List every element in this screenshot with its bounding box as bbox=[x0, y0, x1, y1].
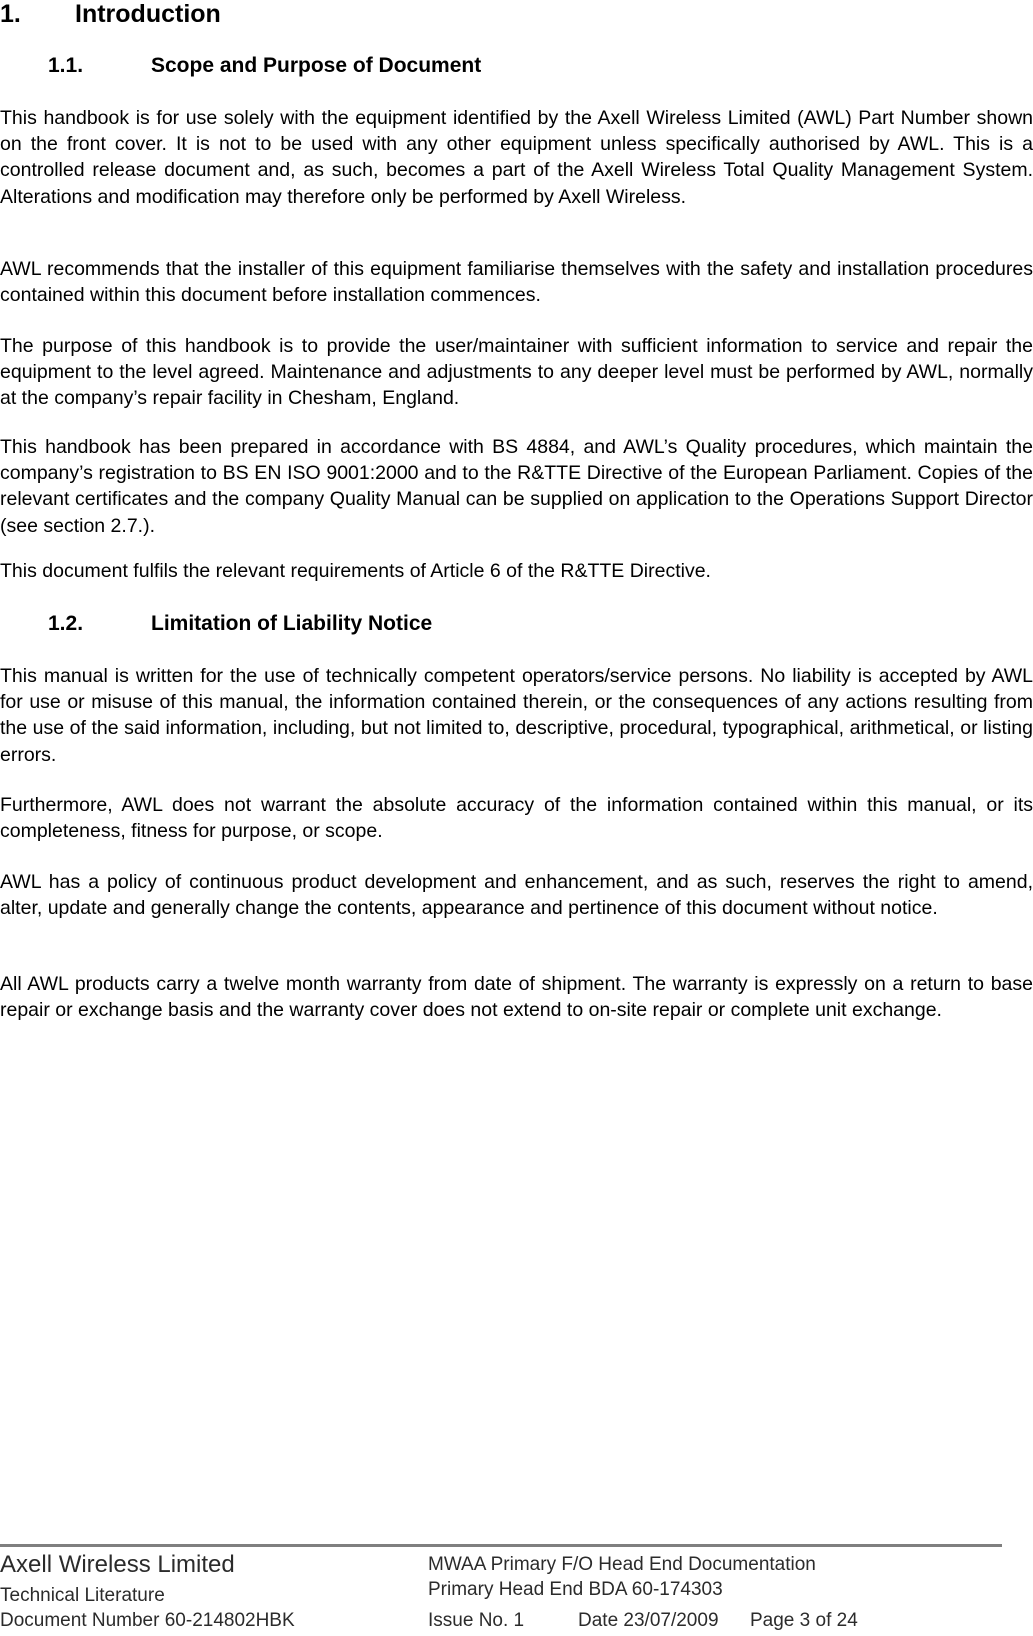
paragraph-liability-4: All AWL products carry a twelve month warranty from date of shipment. The warranty is expressly on a return to base repair or exchange basis and the warranty cover does not extend to on-site repair or complete unit exchange. bbox=[0, 973, 1033, 1022]
footer-title-line-1: MWAA Primary F/O Head End Documentation bbox=[428, 1554, 816, 1575]
paragraph-liability-1: This manual is written for the use of technically competent operators/service persons. No liability is accepted by AWL for use or misuse of this manual, the information contained therein, or the consequences of any actions resulting from the use of the said information, including, but not limited to, descriptive, procedural, typographical, arithmetical, or listing errors. bbox=[0, 665, 1033, 766]
footer-company-name: Axell Wireless Limited bbox=[0, 1551, 235, 1578]
section-title: Introduction bbox=[75, 0, 221, 28]
section-number: 1. bbox=[0, 0, 21, 28]
paragraph-liability-2: Furthermore, AWL does not warrant the absolute accuracy of the information contained within this manual, or its completeness, fitness for purpose, or scope. bbox=[0, 794, 1033, 843]
subsection-heading-scope bbox=[48, 53, 481, 79]
footer-title-line-2: Primary Head End BDA 60-174303 bbox=[428, 1579, 723, 1600]
footer-department: Technical Literature bbox=[0, 1585, 165, 1606]
paragraph-scope-5: This document fulfils the relevant requirements of Article 6 of the R&TTE Directive. bbox=[0, 560, 711, 582]
paragraph-scope-2: AWL recommends that the installer of this equipment familiarise themselves with the safety and installation procedures contained within this document before installation commences. bbox=[0, 258, 1033, 307]
subsection-heading-liability bbox=[48, 611, 432, 637]
paragraph-scope-1: This handbook is for use solely with the equipment identified by the Axell Wireless Limited (AWL) Part Number shown on the front cover. It is not to be used with any other equipment unless specifically authorised by AWL. This is a controlled release document and, as such, becomes a part of the Axell Wireless Total Quality Management System. Alterations and modification may therefore only be performed by Axell Wireless. bbox=[0, 107, 1033, 208]
subsection-title: Scope and Purpose of Document bbox=[151, 54, 482, 77]
subsection-number: 1.2. bbox=[48, 612, 84, 635]
footer-divider bbox=[0, 1544, 1002, 1547]
footer-document-number: Document Number 60-214802HBK bbox=[0, 1610, 295, 1631]
footer-page-number: Page 3 of 24 bbox=[750, 1610, 858, 1631]
footer-date: Date 23/07/2009 bbox=[578, 1610, 719, 1631]
subsection-number: 1.1. bbox=[48, 54, 84, 77]
paragraph-scope-3: The purpose of this handbook is to provide the user/maintainer with sufficient information to service and repair the equipment to the level agreed. Maintenance and adjustments to any deeper level must be performed by AWL, normally at the company’s repair facility in Chesham, England. bbox=[0, 335, 1033, 410]
subsection-title: Limitation of Liability Notice bbox=[151, 612, 433, 635]
paragraph-liability-3: AWL has a policy of continuous product development and enhancement, and as such, reserves the right to amend, alter, update and generally change the contents, appearance and pertinence of this document without notice. bbox=[0, 871, 1033, 920]
paragraph-scope-4: This handbook has been prepared in accordance with BS 4884, and AWL’s Quality procedures, which maintain the company’s registration to BS EN ISO 9001:2000 and to the R&TTE Directive of the European Parliament. Copies of the relevant certificates and the company Quality Manual can be supplied on application to the Operations Support Director (see section 2.7.). bbox=[0, 436, 1033, 537]
section-heading-introduction bbox=[0, 0, 221, 28]
footer-issue: Issue No. 1 bbox=[428, 1610, 525, 1631]
